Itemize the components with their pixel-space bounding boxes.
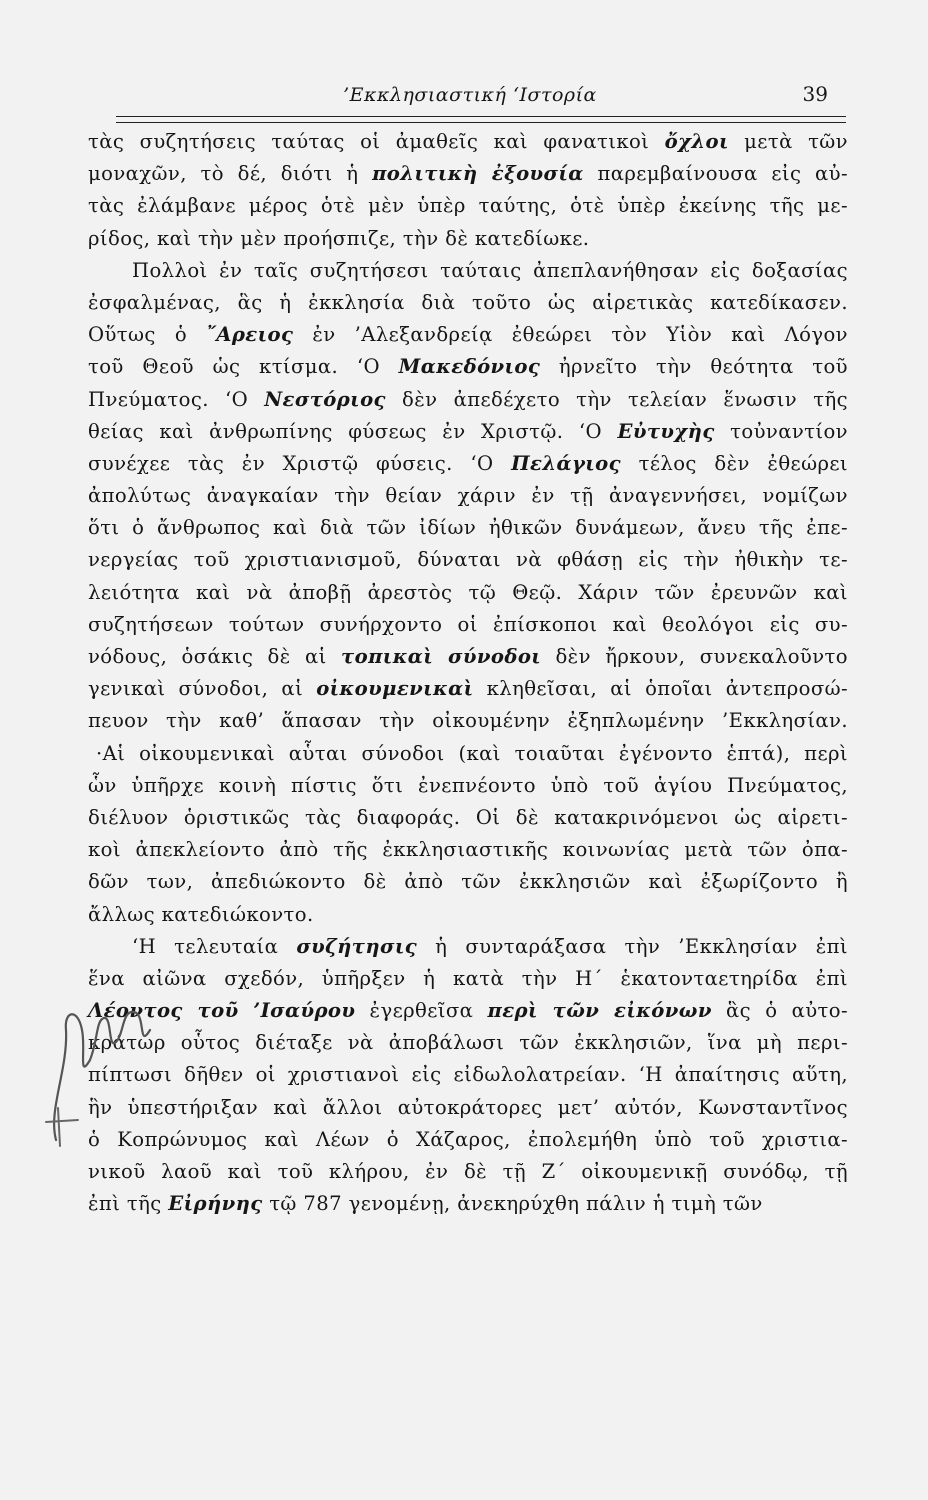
text-segment: πίπτωσι δῆθεν οἱ χριστιανοὶ εἰς εἰδωλολατρείαν. ‘Η ἀπαίτησις αὕτη, [88, 1063, 848, 1087]
text-segment: κληθεῖσαι, αἱ ὁποῖαι ἀντεπροσώ- [473, 677, 849, 701]
text-segment: κράτωρ οὗτος διέταξε νὰ ἀποβάλωσι τῶν ἐκκλησιῶν, ἵνα μὴ περι- [88, 1031, 848, 1055]
text-line [88, 738, 848, 770]
text-segment: ἐγερθεῖσα [355, 999, 488, 1023]
text-segment: τοὐναντίον [714, 419, 848, 443]
page-number: 39 [802, 82, 828, 106]
text-segment: ‘Η τελευταία [132, 934, 297, 958]
emphasized-term: Λέοντος τοῦ ’Ισαύρου [88, 999, 356, 1023]
text-line [88, 641, 848, 673]
text-line [88, 1188, 848, 1220]
text-segment: νεργείας τοῦ χριστιανισμοῦ, δύναται νὰ φθάσῃ εἰς τὴν ἠθικὴν τε- [88, 548, 848, 572]
text-segment: συνέχεε τὰς ἐν Χριστῷ φύσεις. ‘Ο [88, 451, 512, 475]
text-segment: τοῦ Θεοῦ ὡς κτίσμα. ‘Ο [88, 355, 399, 379]
text-segment: τὰς συζητήσεις ταύτας οἱ ἀμαθεῖς καὶ φανατικοὶ [88, 130, 665, 153]
text-segment: Πολλοὶ ἐν ταῖς συζητήσεσι ταύταις ἀπεπλανήθησαν εἰς δοξασίας [132, 258, 848, 282]
text-line [88, 384, 848, 416]
text-line [88, 158, 848, 190]
text-line [88, 416, 848, 448]
text-segment: ἃς ὁ αὐτο- [711, 999, 848, 1023]
text-line [88, 126, 848, 158]
page-header [0, 78, 928, 108]
text-segment: δὲν ἤρκουν, συνεκαλοῦντο [541, 645, 848, 668]
text-segment: κοὶ ἀπεκλείοντο ἀπὸ τῆς ἐκκλησιαστικῆς κοινωνίας μετὰ τῶν ὀπα- [88, 838, 848, 862]
text-segment: ἠρνεῖτο τὴν θεότητα τοῦ [540, 355, 848, 379]
emphasized-term: Εἰρήνης [168, 1192, 263, 1216]
emphasized-term: ὄχλοι [664, 130, 729, 153]
text-segment: τὰς ἐλάμβανε μέρος ὁτὲ μὲν ὑπὲρ ταύτης, ὁτὲ ὑπὲρ ἐκείνης τῆς με- [88, 194, 848, 218]
text-line [88, 319, 848, 351]
text-segment: ρίδος, καὶ τὴν μὲν προήσπιζε, τὴν δὲ κατεδίωκε. [88, 226, 590, 250]
text-line [88, 802, 848, 834]
handwritten-margin-note [38, 990, 158, 1150]
text-segment: νικοῦ λαοῦ καὶ τοῦ κλήρου, ἐν δὲ τῇ Ζ΄ οἰκουμενικῇ συνόδῳ, τῇ [88, 1160, 848, 1183]
text-segment: πευον τὴν καθ’ ἅπασαν τὴν οἰκουμένην ἐξηπλωμένην ’Εκκλησίαν. [88, 709, 848, 733]
text-segment: συζητήσεων τούτων συνήρχοντο οἱ ἐπίσκοποι καὶ θεολόγοι εἰς συ- [88, 612, 848, 636]
text-segment: ἀπολύτως ἀναγκαίαν τὴν θείαν χάριν ἐν τῇ ἀναγεννήσει, νομίζων [88, 484, 848, 508]
text-line [88, 1156, 848, 1188]
text-segment: λειότητα καὶ νὰ ἀποβῇ ἀρεστὸς τῷ Θεῷ. Χάριν τῶν ἐρευνῶν καὶ [88, 580, 848, 604]
text-segment: ἐν ’Αλεξανδρείᾳ ἐθεώρει τὸν Υἱὸν καὶ Λόγον [293, 323, 848, 347]
text-segment: Πνεύματος. ‘Ο [88, 387, 265, 411]
emphasized-term: Εὐτυχὴς [617, 419, 715, 443]
text-line [88, 512, 848, 544]
text-line [88, 480, 848, 512]
emphasized-term: Πελάγιος [511, 451, 621, 475]
text-line [88, 448, 848, 480]
text-line [88, 834, 848, 866]
emphasized-term: περὶ τῶν εἰκόνων [487, 999, 712, 1023]
text-segment: ἐσφαλμένας, ἃς ἡ ἐκκλησία διὰ τοῦτο ὡς αἱρετικὰς κατεδίκασεν. [88, 290, 848, 314]
emphasized-term: Νεστόριος [264, 387, 386, 411]
text-segment: ἕνα αἰῶνα σχεδόν, ὑπῆρξεν ἡ κατὰ τὴν Η΄ ἑκατονταετηρίδα ἐπὶ [88, 966, 848, 990]
text-segment: μοναχῶν, τὸ δέ, διότι ἡ [88, 162, 373, 186]
text-line [88, 963, 848, 995]
text-segment: ἡ συνταράξασα τὴν ’Εκκλησίαν ἐπὶ [417, 934, 848, 958]
text-line [88, 899, 848, 931]
text-segment: δὲν ἀπεδέχετο τὴν τελείαν ἕνωσιν τῆς [385, 387, 848, 411]
text-line [88, 995, 848, 1027]
text-segment: μετὰ τῶν [728, 130, 848, 153]
emphasized-term: ῎Αρειος [206, 323, 294, 347]
text-segment: παρεμβαίνουσα εἰς αὐ- [583, 162, 848, 186]
text-segment: τέλος δὲν ἐθεώρει [620, 451, 848, 475]
text-line [88, 931, 848, 963]
text-line [88, 866, 848, 898]
text-line [88, 351, 848, 383]
text-line [88, 223, 848, 255]
text-line [88, 770, 848, 802]
text-segment: ἄλλως κατεδιώκοντο. [88, 902, 314, 926]
text-line [88, 1092, 848, 1124]
text-segment: διέλυον ὁριστικῶς τὰς διαφοράς. Οἱ δὲ κατακρινόμενοι ὡς αἱρετι- [88, 805, 848, 829]
emphasized-term: συζήτησις [296, 934, 418, 958]
text-line [88, 1027, 848, 1059]
header-rule-top [116, 116, 846, 117]
emphasized-term: Μακεδόνιος [398, 355, 541, 379]
text-segment: ὅτι ὁ ἄνθρωπος καὶ διὰ τῶν ἰδίων ἠθικῶν δυνάμεων, ἄνευ τῆς ἐπε- [88, 516, 848, 540]
emphasized-term: πολιτικὴ ἐξουσία [372, 162, 584, 186]
text-segment: ὧν ὑπῆρχε κοινὴ πίστις ὅτι ἐνεπνέοντο ὑπὸ τοῦ ἁγίου Πνεύματος, [88, 773, 848, 797]
text-segment: τῷ 787 γενομένῃ, ἀνεκηρύχθη πάλιν ἡ τιμὴ τῶν [262, 1192, 763, 1216]
text-line [88, 705, 848, 737]
text-segment: ὁ Κοπρώνυμος καὶ Λέων ὁ Χάζαρος, ἐπολεμήθη ὑπὸ τοῦ χριστια- [88, 1127, 848, 1151]
emphasized-term: τοπικαὶ σύνοδοι [341, 645, 542, 668]
emphasized-term: οἰκουμενικαὶ [316, 677, 474, 701]
header-rule-bottom [116, 122, 846, 123]
text-line [88, 609, 848, 641]
text-line [88, 1059, 848, 1091]
text-segment: θείας καὶ ἀνθρωπίνης φύσεως ἐν Χριστῷ. ‘Ο [88, 419, 618, 443]
running-title: ’Εκκλησιαστική ‘Ιστορία [343, 84, 597, 106]
text-segment: Οὕτως ὁ [88, 323, 207, 347]
text-segment: γενικαὶ σύνοδοι, αἱ [88, 677, 317, 701]
text-line [88, 190, 848, 222]
text-segment: δῶν των, ἀπεδιώκοντο δὲ ἀπὸ τῶν ἐκκλησιῶν καὶ ἐξωρίζοντο ἢ [88, 870, 848, 894]
body-text [88, 126, 848, 1220]
text-line [88, 287, 848, 319]
text-line [88, 577, 848, 609]
text-segment: ἣν ὑπεστήριξαν καὶ ἄλλοι αὐτοκράτορες μετ’ αὐτόν, Κωνσταντῖνος [88, 1095, 848, 1119]
text-line [88, 673, 848, 705]
text-line [88, 1124, 848, 1156]
text-segment: ·Αἱ οἰκουμενικαὶ αὗται σύνοδοι (καὶ τοιαῦται ἐγένοντο ἑπτά), περὶ [96, 741, 848, 765]
text-line [88, 544, 848, 576]
text-line [88, 255, 848, 287]
text-segment: νόδους, ὁσάκις δὲ αἱ [88, 645, 342, 668]
text-segment: ἐπὶ τῆς [88, 1192, 169, 1216]
